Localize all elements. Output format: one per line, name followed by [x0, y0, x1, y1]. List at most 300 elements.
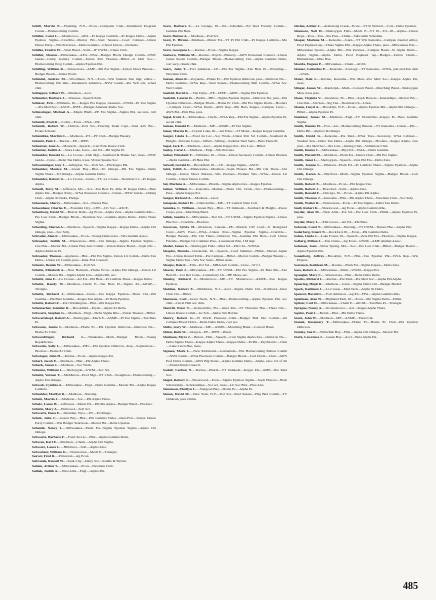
directory-entry	[163, 38, 287, 48]
directory-entry	[294, 86, 418, 96]
entry-details: —Madison—Engl—TT Platteville—Kappa Pi—Beta Gamma Sigma.	[297, 114, 418, 124]
directory-entry	[163, 287, 287, 297]
entry-name: Schooling, Sharon A.	[32, 224, 64, 229]
entry-details: —Shorewood—Ag Econ—Alpha Gamma Rho.	[318, 205, 387, 210]
entry-details: —Van Dyne—EE—IEEE—AIEE—Sigma Phi Epsilon.	[189, 90, 269, 95]
entry-details: —Wauwatosa—Econ—Pi Tau Sigma—Delta Tau Delta.	[319, 200, 400, 205]
entry-details: —Sturgeon Bay—Home Ec—Alpha Pi.	[196, 387, 253, 392]
entry-name: Sellek, Sandra J.	[163, 215, 189, 220]
entry-details: —La Crosse—Med Tech—Alpha Xi Delta.	[322, 286, 384, 291]
entry-name: Sigman, Mark L.	[163, 349, 190, 354]
entry-name: Schwartz, Dena E.	[32, 411, 60, 416]
entry-details: —Milwaukee—EE—TT UWM—Phi Eta Sigma—Pi Beta Phi—Tau Beta Pi—Cer Rel Conn—Canterbury Ch—HE Mesa, sec.	[166, 267, 287, 277]
entry-name: Shifts, Gary W.	[163, 325, 187, 330]
entry-name: Slinger, James W.	[294, 86, 322, 91]
entry-details: —Sheboygan Falls—Med Sci—Phi Chi—WISSA.	[187, 243, 261, 248]
entry-details: —Middleton—Prod Mgt—PT Club—Stoughton—Homecoming—Alpha Tau Omega.	[35, 373, 156, 382]
entry-details: —Madison—PT—PT Club—Badger Beauty.	[66, 133, 131, 138]
entry-details: —La Crosse—Journ—TT, La Crosse—Newman Cr—Pi Kappa Alpha.	[35, 177, 156, 186]
entry-details: —Milwaukee—Pharm—Sigma Alpha Iota—Kappa Epsilon.	[186, 181, 273, 186]
entry-details: —Green Bay—Hist—TT Oshkosh—Southard & Haight—Peace Corps, pres—Marching Band.	[166, 205, 287, 215]
entry-name: Seefeld, David G.	[163, 90, 190, 95]
directory-entry	[32, 167, 156, 177]
entry-name: Smith, Robert J.	[294, 186, 320, 191]
directory-entry	[163, 134, 287, 144]
entry-details: —Colby—Econ—SNA—IM.	[57, 119, 101, 124]
entry-name: Schiller, Sharon	[32, 52, 57, 57]
directory-entry	[294, 29, 418, 39]
entry-details: —Madison—Speech—Sigma Kappa—Kappa Delta—Alpha Chi Omega, pres—Soc Stdy.	[35, 224, 156, 234]
directory-entry	[294, 210, 418, 220]
entry-name: Sherry, Robert G.	[163, 315, 194, 320]
directory-entry	[294, 254, 418, 264]
entry-name: Smith, Bonnie H.	[294, 124, 321, 129]
entry-name: Schilke, Fredric H.	[32, 47, 61, 52]
entry-details: —Kenosha—Journ—TT Wis Kenosha—Campus Journal editor, Prod Paphead rep—Theta Sigma Phi—Kappa Alpha Theta, pres—Milwaukee Eds—Milwaukee Sports—Alpha Phi—Wis Prevues—Campus Band—Sr Alpha Delta—Alpha Sigma—Alpha Delta, Prod Paphead rep—Badger—Union Chem—Heinemann—Ohio Hse.	[297, 38, 418, 62]
entry-details: —Milwaukee—Nat Sci—TT UWM—Sigma Epsilon Sigma—Union Hse Soc—Crucible—Hoofers.	[166, 215, 287, 225]
entry-name: Shinn, Ruth W.	[163, 330, 187, 334]
entry-name: Seuer, Marcia R.	[163, 129, 189, 134]
entry-name: Sodolf, Carlton N.	[163, 368, 193, 373]
entry-details: —Racine—Psych—Busway—AWS Personnel Contact—Union Game Room Comm—Badger Block—Homecoming Chr—Alpha Gamma Delta, corr secy, rituals chm.	[166, 52, 287, 67]
directory-entry	[163, 215, 287, 225]
entry-name: Schultz, Elizabeth A.	[32, 267, 65, 272]
directory-entry	[163, 368, 287, 378]
page-number: 485	[403, 581, 418, 592]
entry-details: —Wauwatosa—Hist—Delta Delta Delta.	[321, 272, 381, 277]
entry-details: —Fort Atkinson—Ag Ed—FFA—Alpha Gamma Rho.	[322, 291, 401, 296]
directory-column-3	[294, 24, 418, 590]
entry-details: —New Holstein—Home Econ—Alpha Phi Omega—Union Lit Comm—Mortar Bd—Sigma Alpha Iota—Alpha Phi, sec.	[35, 267, 156, 277]
entry-name: Schwartzkopf, Robert A.	[32, 315, 70, 320]
entry-details: —Lake Forest, Ill.—Speech—Zeta Phi Eta—Hoofers—Sigma Kappa.	[317, 234, 418, 239]
entry-details: —Fond du Lac—Hist—Alpha Gamma Delta.	[64, 435, 130, 440]
entry-name: Shafer, James S.	[163, 243, 188, 248]
entry-details: —Brooklyn, N.Y.—Econ—Alpha Epsilon Phi—Alpha Phi Omega—Hillel—Alpha Epsilon Pi.	[297, 105, 418, 115]
entry-name: Schilling, William R.	[32, 67, 64, 72]
entry-details: —Madison—Journ—Sigma Delta Chi—Badger Herald.	[322, 282, 402, 287]
entry-details: —Milwaukee—Poli Sci.	[60, 263, 97, 268]
entry-name: Schwartz, Stephen G.	[32, 310, 65, 315]
entry-name: Simon, David M.	[163, 392, 190, 397]
entry-details: —Milwaukee—AEd—NSA—Badger Block Design Comm—NSW Guide—Camp Gallery Comm—Union Part Hostess—Hillel—Jr Dell Soc—Homecoming Prog Comm—Alpha Epsilon Phi.	[35, 52, 156, 67]
entry-name: Sobczak, Carol T.	[294, 224, 321, 229]
entry-name: Sizemore, Neil H.	[294, 28, 323, 33]
entry-name: Schwartz, Barbara F.	[32, 435, 65, 440]
entry-name: Seeger, Linda L.	[163, 133, 189, 138]
entry-details: —Port Washington—Hist—Phi Kappa Psi.	[59, 301, 121, 306]
entry-details: —Sheboygan—UWM—Soc Sci.	[63, 368, 111, 373]
entry-details: —Wilmette, Ill.—Kappa Eta Kappa, treasurer—UWM—Pi Tau Sigma—Pre Med Soc—ASCE—IEEE—Badger Amateur Radio Soc.	[35, 100, 156, 110]
entry-details: —Kenosha—Market—Theta Chi, Clark—Sec—Homecoming—Pres—Alpha Kappa Psi.	[166, 186, 287, 196]
entry-name: Sel, Marlene A.	[163, 181, 187, 186]
entry-name: Schultz, Robert F.	[32, 301, 60, 306]
entry-name: Solomon, Joan	[294, 243, 317, 248]
entry-details: —West Allis—Engl—Alpha Phi.	[58, 468, 106, 473]
entry-details: —Milwaukee—Chem E—AIChE—Tau Beta Pi—Triangle.	[317, 301, 403, 306]
entry-name: Scott, E. Hirum	[163, 38, 188, 43]
entry-details: —Beloit—Hist—Phi Delta Theta.	[316, 310, 365, 315]
directory-entry	[163, 24, 287, 34]
directory-entry	[163, 306, 287, 316]
entry-details: —Madison—Home Ec—Phi Upsilon Omicron—Omicron Nu—Home Ec Club.	[35, 325, 156, 334]
entry-details: —Boscobel—Soils—Alpha Zeta.	[319, 186, 367, 191]
entry-name: Sloan, Virginia V.	[294, 95, 322, 100]
entry-details: —Elmwood—Soil Sci.	[57, 406, 91, 411]
directory-entry	[32, 254, 156, 264]
directory-entry	[32, 225, 156, 235]
entry-details: —Appleton—Hist—Phi Eta Sigma, Union Lit Comm—Delta Tau Delta—Union Lit Comm, pres—Inter-Frat Council.	[35, 253, 156, 263]
entry-details: —Waukesha—Math—Badger Block—Young Republicans.	[35, 334, 156, 344]
entry-details: —Shorewood—Econ—Sigma Epsilon Sigma—Soph Honors—Both Scholarship—Scholarships—Soc sci, treas—Lit Soc Brd—Fine Arts.	[166, 377, 287, 387]
entry-details: —Madison—Soc—Phi Alpha Theta.	[58, 396, 111, 401]
entry-details: —Glenview, Ill.—Hist—Soph Honors—Internships—Mortar Bd—Crucible—Stu Sen—Sig Tau—Newman Ch—UAA.	[297, 95, 418, 105]
entry-name: Selner, William C.	[163, 186, 193, 191]
entry-details: —Beloit—Hist—Speech—Curr Sigma Alpha Iota—Omicron Nu—Delta Sigma Theta—Kappa Alpha Theta—Kappa Delta—Pi Phi—Psychiatric—Chm—Lake Lawn Hse, treas.	[166, 334, 287, 349]
entry-details: —Rockford, Ill.—Econ—Phi Gamma Delta.	[325, 229, 389, 234]
entry-details: —Sheboygan Falls—Mech E—TT Pi—Tri—Pi—Alpha—Union Reps—Pros—Tau—Stu Pres—Chmn—Subcomm Schedule.	[297, 28, 418, 38]
entry-name: Smith, Jeanne L.	[294, 162, 321, 167]
entry-details: —West Allis—Pol Sci—Pre Law Club—Hillel—Alpha Epsilon Pi, pres.	[297, 210, 418, 220]
entry-name: Smith, Donna J.	[294, 148, 319, 153]
entry-name: Schmidt, Nancy L.	[32, 425, 63, 430]
entry-name: Schiller, Carol L.	[32, 33, 59, 38]
entry-name: Schwab, Cynthia A.	[32, 382, 63, 387]
entry-details: —Crystal Lake, Ill.—Art Educ—TT Mana—Kappa Kappa Gamma.	[188, 129, 286, 134]
entry-name: Schwerdtfeger, Richard L.	[32, 334, 85, 339]
entry-name: Smith, Thomas J.	[294, 196, 321, 201]
entry-name: Smeltzer, James M.	[294, 114, 327, 119]
entry-name: Smith, Walter R.	[294, 200, 320, 205]
entry-details: —Madison—Nursing.	[65, 392, 98, 397]
entry-name: Sears, John T.	[163, 67, 187, 72]
directory-entry	[163, 53, 287, 67]
entry-name: Schwenninger, Guy J.	[32, 162, 65, 167]
directory-column-1	[32, 24, 156, 590]
directory-entry	[32, 110, 156, 120]
entry-name: Scott, Burton A.	[163, 33, 188, 38]
entry-name: Squire, Paul J.	[294, 310, 317, 315]
directory-entry	[294, 67, 418, 77]
entry-name: Schuette, William L.	[32, 368, 64, 373]
entry-details: —Green Bay—Hist—Phi Gamma Delta—Inter-Frat—Union Dance Party Comm—Wis Badger Yearbook—Mortar Bd—Delta Upsilon.	[35, 416, 156, 425]
entry-details: —Brookfield, Ill.—CE—Kappa Sigma—ASCE.	[190, 162, 260, 167]
directory-entry	[32, 325, 156, 335]
entry-name: Schweitzer, William K.	[32, 449, 67, 454]
entry-details: —Madison—Acct—Alpha Kappa Psi—Pre Law—Hillel.	[183, 143, 266, 148]
entry-name: Siegel, Robert J.	[163, 377, 189, 382]
entry-details: —Manitowoc—AEd—Pi Kappa Lambda—Pi Kappa Delta—Alpha Epsilon Sigma—Crucible—Mortar Bd—Stud Senator—Coed Cabinet—Union Dance Party—Wis Previews—Delta Gamma—Choral Union—Orchesis.	[35, 33, 156, 48]
entry-details: —Berlin—HEc—Sigma Epsilon Sigma—Omicron Nu, pres—Phi Upsilon Omicron—Badger Block—Home Ec Club—Phi Eta Sigma Dorm—Hoofers—Campus Crew—WSA Dorm—AWS Rep—Phi Beta Kappa—Campus Crew—AWS Bd—Elm Hse, pres.	[166, 95, 287, 115]
entry-details: —Racine—Econ—Sigma Kappa.	[191, 47, 240, 52]
directory-entry	[32, 34, 156, 48]
entry-details: —Hartford—Math—Sigma Epsilon Sigma—Badger Block—Cert Chi Omega.	[297, 172, 418, 181]
entry-name: Seiber, Elizabeth T.	[163, 153, 193, 158]
entry-name: Simonson, Marilyn L.	[163, 387, 197, 392]
entry-name: Shulman, Myra J.	[163, 334, 191, 339]
entry-details: —Racine—Pre Med—Pre Med Soc—Alpha Phi Alpha.	[322, 277, 402, 282]
entry-details: —Sheridan, Wyo.—PT—Pi Omega.	[59, 411, 112, 416]
entry-name: Schultz, Jane F.	[32, 277, 56, 282]
entry-details: —Madison—Hist—Phi Alpha Theta.	[56, 358, 110, 363]
entry-name: Sloane, Lloyd A.	[294, 105, 320, 110]
entry-details: —Madison—ME—ASME—Pi Tau Sigma.	[190, 124, 252, 129]
directory-entry	[32, 187, 156, 201]
entry-name: Skaper, Marlene M.	[294, 38, 326, 43]
entry-details: —Great Neck, N.Y.—Hist—Homecoming—Alpha Epsilon Phi, soc chm—Circel Hall soc chm.	[166, 296, 287, 306]
entry-details: —Madison—Engl—Delta Sigma Rho—Union Theater—Hillel.	[64, 310, 156, 315]
entry-name: Smith, Janet L.	[294, 157, 318, 162]
entry-name: Soderberg, Stuart N.	[294, 229, 326, 234]
directory-entry	[32, 469, 156, 474]
entry-name: Scholz, Lance H.	[32, 401, 58, 406]
entry-details: —New Richmond—Journalism—Wis Homecoming Button Comm—NSW Guide—WSA Elections Comm—Badger Block—Curl Dorm—Club—AWS Prof Drive Comm—AWS Big Sister—Alpha Gamma Delta—Alpha, exec. bd of dir—Sistern Rush Council.	[166, 349, 287, 368]
directory-entry	[163, 225, 287, 244]
directory-entry	[294, 77, 418, 87]
directory-entry	[32, 383, 156, 393]
entry-details: —Beaver Dam—Ag Econ—Alpha Zeta—Alpha Gamma Rho—Pre Law Club—Badger Block—Newman Soc—Gamma Alpha Delta—Delta Theta Sigma.	[35, 210, 156, 225]
entry-details: —Racine—Econ—Alpha Kappa Psi.	[61, 353, 114, 358]
entry-details: —Madison—ME—ASME—Theta Chi.	[316, 315, 374, 320]
directory-entry	[294, 244, 418, 254]
entry-name: Schleszinger, Michael A.	[32, 110, 71, 115]
entry-name: Schneider, Marilyn R.	[32, 392, 66, 397]
entry-name: Schmidt, Robert W.	[32, 124, 65, 129]
directory-entry	[32, 239, 156, 253]
entry-details: —Milwaukee—Engl—Delta Gamma—Mortar Bd—Alpha Kappa Lambda.	[35, 382, 156, 392]
entry-name: Sherman, Carl	[163, 296, 187, 301]
directory-entry	[163, 77, 287, 91]
directory-entry	[32, 101, 156, 111]
entry-details: —Racine—Pharm—TT Oshkosh—Kappa Psi—AME—Pre Med Soc.	[166, 368, 287, 378]
entry-name: Sheeley, Richard J.	[163, 277, 197, 282]
entry-details: —Green Bay—Acct—Beta Alpha Psi.	[322, 334, 378, 339]
entry-details: —Milwaukee—Chem—AChS.	[321, 62, 367, 67]
entry-details: —Montreal, Canada—PE—Mesick UW Conf—Jr Delegated Conv—AWS Exec—WSA—Union Pres—Sigma Epsilon Sigma—Crucible—Badger Beauty—Phi Chi Theta—Omicron Nu—Gamma Phi Beta—Coll Union Friends—Badger Lit Commer Pres—Lieutenant Edu, I M mgr.	[166, 224, 287, 244]
entry-name: Sprague, Nancy A.	[294, 306, 323, 311]
directory-entry	[294, 172, 418, 182]
entry-name: Spearing, Hugh D.	[294, 282, 323, 287]
entry-name: Sorensen, Kathleen M.	[294, 263, 329, 268]
entry-details: —Chilton—Poli Sci—Fencing Team Capt—Stud Adv Bd—Evans Scholar.	[35, 124, 156, 134]
entry-name: Sedam, Arthur S.	[32, 463, 59, 468]
directory-entry	[163, 297, 287, 307]
entry-details: —Highland Park, Ill.—Econ—Phi Sigma Delta—Hillel.	[322, 296, 403, 301]
entry-name: Schiff, Marvin E.	[32, 24, 61, 28]
directory-entry	[32, 53, 156, 67]
entry-name: Schlender, Barbara J.	[32, 95, 65, 100]
entry-name: Schwarz, Lance L.	[32, 444, 61, 449]
entry-details: —Stars Lake, Iowa—Art Ed—Phi Sigma Pi.	[61, 148, 125, 153]
directory-entry	[32, 268, 156, 278]
entry-name: Shaver, Paul J.	[163, 267, 187, 272]
directory-entry	[294, 320, 418, 330]
directory-entry	[163, 392, 287, 402]
entry-details: —Madison—Econ—Phi Kappa Tau.	[319, 181, 372, 186]
entry-name: Seaton, Alton R.	[163, 76, 188, 81]
entry-name: Schmidt, Fred R.	[32, 119, 58, 124]
entry-details: —Jefferson, Mo.—Sci—Tau Beta Pi—Rho Pi Kappa Delta—Beta Alpha Psi—Badger Party—WSA Personal Contact—Union—NSW Guide—Outing Club—Alpha Xi Delta, Pledge.	[35, 186, 156, 201]
directory-entry	[32, 177, 156, 187]
directory-entry	[163, 187, 287, 197]
entry-details: —Arlington, Va.—Poli Sci—Phi Kappa Phi.	[64, 162, 129, 167]
entry-name: Senger, Richard A.	[163, 196, 192, 201]
entry-details: —Manitowoc—ME—TT Manitowoc—ASME—Tau Kappa Epsilon.	[166, 277, 287, 287]
entry-name: Sitzlau, Arthur J.	[294, 24, 321, 28]
entry-details: —Milwaukee—Chem—WSA Rep—Phi Eta Sigma—Alpha Epsilon Pi, social chm.	[166, 114, 287, 124]
directory-entry	[163, 153, 287, 163]
entry-details: —Milwaukee—Phys Ed—WAA—Delta Gamma.	[318, 148, 390, 153]
entry-details: —Chicago, Ill.—Econ—Alpha Phi Alpha.	[319, 191, 380, 196]
directory-column-2	[163, 24, 287, 590]
entry-details: —Milwaukee—Journ—Tau Kappa Epsilon—Theta Chi—Phi Gamma—Phi Beta Gamma—Kappa Tau Alpha—Pi Delta Epsilon.	[35, 291, 156, 301]
entry-name: Schonberg, David W.	[32, 210, 65, 215]
directory-entry	[163, 378, 287, 388]
entry-name: Schultz, Richard J.	[32, 291, 64, 296]
entry-name: Schneider, Donald G.	[32, 153, 65, 158]
entry-name: Sheldon, Robert E.	[163, 286, 194, 291]
directory-entry	[163, 249, 287, 263]
entry-details: —Madison—Chem—Alpha Chi Sigma.	[56, 439, 114, 444]
entry-details: —Milwaukee—Math—UWM—Kappa Psi.	[317, 267, 380, 272]
entry-name: Schnell, Terry M.	[32, 186, 60, 191]
entry-name: Sonenberg, Jeffrey	[294, 253, 325, 258]
entry-details: —Middleton, N.J.—Acct—Sigma Delta Chi—Scabbard—Inter Club Chr—Hillel.	[166, 286, 287, 296]
entry-details: —Kenosha—Pre Med—WSA Trea—Secretary, WSA Cabinet—Student Sen—Delta Tau Delta—Alpha Phi Omega—Hoofers—Kappa Alpha, vice pres—Pre Med Soc—Pre Law—Outing Club—Vallamont Club.	[297, 133, 418, 148]
entry-details: —Madison—Engl—Wis Prevues.	[186, 148, 235, 153]
entry-name: Schuh, John C.	[32, 416, 57, 421]
entry-name: Schneider, Robert G.	[32, 177, 65, 181]
entry-details: —Oconomowoc—Art—Kappa Alpha Theta.	[322, 306, 386, 311]
entry-name: Schmidtke, Marilyn L.	[32, 133, 67, 138]
entry-name: Schnetzer, Jean A.	[32, 143, 60, 148]
entry-details: —Milwaukee—Elem Ed—Sigma Epsilon Sigma—Alpha Chi Omega.	[35, 425, 156, 435]
entry-details: —Madison—Soc Work.	[57, 363, 92, 368]
entry-name: Sebranek, Russell W.	[32, 459, 64, 464]
directory-entry	[32, 210, 156, 224]
entry-name: Schnitter, Judith A.	[32, 148, 62, 153]
directory-entry	[294, 124, 418, 134]
entry-details: —Elm—Pol Sci—MBA Arb Comm—Crew—W Cl.	[186, 263, 261, 268]
entry-name: Spielman, Alan W.	[294, 296, 322, 301]
entry-details: —La Crosse—Art Ed—Phi Beta—Pi Lambda Theta—Kappa Delta.	[55, 277, 153, 282]
entry-name: Sosa, Robert A.	[294, 267, 318, 272]
entry-name: Schuck, Susan J.	[32, 363, 58, 368]
directory-entry	[163, 349, 287, 368]
entry-details: —Madison—Acct.	[64, 90, 92, 95]
entry-name: Snell, Robert K.	[294, 205, 319, 210]
entry-details: —Madison—Geol.	[191, 196, 219, 201]
entry-details: —Elkhorn—Elem Ed—Pi Lambda Theta—Sigma Epsilon—Alpha Chi Omega.	[297, 162, 418, 172]
entry-name: Seman, Donald E.	[163, 124, 191, 129]
directory-entry	[32, 316, 156, 326]
entry-name: Seaver, Fred R.	[32, 454, 56, 459]
entry-name: Senopole, Robert H.	[163, 200, 194, 205]
entry-name: Sedlak, Judith A.	[32, 468, 59, 473]
directory-entry	[163, 335, 287, 349]
entry-details: —Jacksonville, Fla.—Intel Rel—TT Thwaites Hse—Theta Chi—Union Dance Comm—Gr Sch—Junior Sm Holder.	[166, 306, 287, 315]
entry-name: Slater, Dale L.	[294, 76, 318, 81]
entry-name: Schultz, Mary A.	[32, 406, 58, 411]
entry-name: Spangler, Mary C.	[294, 272, 322, 277]
directory-entry	[32, 292, 156, 302]
entry-name: Smith, Ronald F.	[294, 191, 320, 196]
directory-entry	[294, 163, 418, 173]
entry-name: Schwan, Karl E.	[32, 439, 57, 444]
entry-name: Schroeder, Thomas	[32, 253, 62, 258]
entry-details: —Milwaukee—Sci—Nurses Hse.	[60, 200, 109, 205]
entry-details: —Green Bay—Hist—Tri Omega—Phi Eta Sigma—Delta Sigma Theta—Tri Omega—Alpha Gamma Delta.	[35, 167, 156, 177]
entry-details: —Wilmette, Ill.—Nurs—Union Secretary Comm—Union Hostess—Delta Gamma—Pi Beta Phi.	[166, 153, 287, 162]
entry-details: —Fox—Art—Homecoming Bureau—TT Kenosha—Union—Phi—Delta Phi—Alpha Chi Omega.	[297, 124, 418, 134]
entry-details: —Sheboygan—Speech—Zeta Phi Eta—Delta Zeta.	[317, 157, 391, 162]
directory-entry	[163, 67, 287, 77]
entry-name: Schoeneck, Sherry	[32, 200, 61, 205]
entry-details: —Whitefish Bay—Hist—Alpha Chi Omega—Mortar Bd.	[316, 330, 399, 334]
entry-details: —Randolph—Math—Concert Band—Marching Band—Sheboygan Men, treas pres.	[297, 86, 418, 95]
entry-details: —Oceanside, Ill.—Speech—Conf Summer—Hillel—Nurses Alpha Eta—Union Round Table—Pre Campus—Hillel—Mortar Comm—Badger Beauty—Sigma Delta Tau—Wis Soc Stud—Hillel Assn.	[166, 248, 287, 263]
entry-name: Stark, Lawrence J.	[294, 334, 323, 339]
directory-entry	[163, 277, 287, 287]
directory-entry	[32, 67, 156, 77]
directory-entry	[32, 344, 156, 354]
entry-details: —Madison—ME—ASME—Marching Band—Concert Band.	[186, 325, 275, 330]
entry-details: —Maple Bluff—PE Eta Sigma—Sigma Phi, sec-tres, cult chm.	[35, 110, 156, 119]
entry-details: —Madison—Elem Ed—Dance Club—Phi Eta Sigma.	[320, 153, 398, 158]
entry-details: —Milwaukee—Econ—Young Democrats—Wis Alumni Assoc.	[58, 234, 149, 239]
directory-entry	[294, 115, 418, 125]
entry-details: —Fountain City—CEE—Civ Soc—ASCE.	[66, 205, 129, 210]
entry-name: Smith, Harold M.	[294, 153, 321, 158]
entry-name: Stanley, Sue E.	[294, 330, 317, 334]
entry-details: —Milwaukee—Econ—Newman Club.	[58, 463, 114, 468]
entry-name: Shapiro, Brenda	[163, 248, 189, 253]
entry-name: Scott, Barbara C.	[163, 24, 193, 28]
entry-name: Solberg, Milton J.	[294, 239, 322, 244]
directory-entry	[32, 426, 156, 436]
entry-details: —Hillsboro—Soil—Alpha Zeta.	[60, 444, 107, 449]
entry-name: Stack, John W.	[294, 315, 317, 320]
entry-details: —Woodmere, N.Y.—Econ—Wis Student Sun mgr, editor—Homecoming Pm mkt—Intramural Athletics—NSW Guide—Pre Yell sch, sched chm.	[35, 76, 156, 91]
entry-name: Schuetz, Dennis W.	[32, 263, 61, 268]
entry-name: Schoenheer, Charles E.	[32, 205, 67, 210]
entry-details: —Jefferson—Music Ed—Phi Mu Alpha—Badger Band—Hoofers.	[57, 401, 153, 406]
entry-details: —La Grange, Ill.—Ed—Schedule—Ed Stud Faculty Comm—Gamma Phi Beta.	[166, 24, 287, 33]
entry-name: Schindel, Andrew M.	[32, 76, 66, 81]
directory-entry	[163, 167, 287, 181]
entry-details: —Fort Atkinson—CE—Phi Eta Sigma—Tau Beta Pi—Wrestling—Newman Club.	[166, 67, 287, 76]
entry-details: —Silver Spring, Md.—Soc—Pre Law Club—Hillel—Badger Board—Alpha Epsilon Phi.	[297, 243, 418, 253]
directory-entry	[294, 105, 418, 115]
entry-details: —Monarch—Speech—Cert Folk Dance Club.	[59, 143, 126, 148]
entry-name: Sohns, Linda J.	[294, 234, 318, 239]
entry-name: Spitzer, Carl D.	[294, 301, 318, 306]
entry-details: —Madison—Chem E—Tau Beta Pi—Sigma Xi—AIChE—Triangle.	[35, 282, 156, 291]
entry-name: Schultz, Vernon T.	[32, 373, 61, 378]
entry-details: —Milwaukee—Home Ec—Home Ec Club—Phi Upsilon Omicron.	[297, 320, 418, 330]
entry-details: —Racine, Kenosha—Wis Men—Pre Med Soc—Kappa Alpha Psi, treas.	[297, 76, 418, 86]
entry-name: Slamar, Catherine E.	[294, 67, 327, 72]
entry-details: —Wauwatosa—Phil—Chi Omega—Sigma Epsilon Sigma—Crucible—Mortar Bd—Union Fine Arts Comm—Union Dance Board—Soph Ofc—Alpha Omicron Pi.	[35, 239, 156, 253]
directory-entry	[32, 124, 156, 134]
entry-name: Schlaser, Eric	[32, 100, 54, 105]
directory-entry	[163, 96, 287, 115]
entry-name: Seefeldt, Lauren D.	[163, 95, 193, 100]
directory-entry	[294, 335, 418, 340]
entry-name: Sharpe, Dale F.	[163, 263, 187, 268]
entry-details: —Poynette—Home Ec—Phi Upsilon Omicron, pres—Omicron Nu—Delta Gamma—WSA Rep—Stud Senate—Homecoming Ball Comm—WSA Soc Wel Comm.	[166, 76, 287, 91]
entry-name: Scott, Georgene L.	[163, 47, 192, 52]
